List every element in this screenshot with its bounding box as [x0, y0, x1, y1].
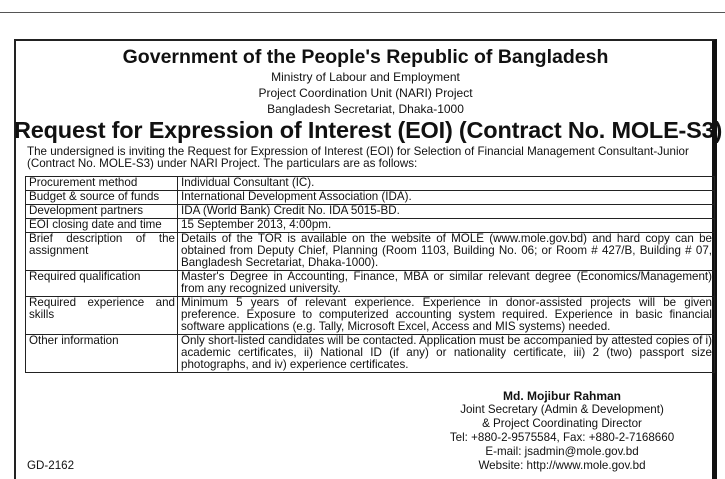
intro-line: The undersigned is inviting the Request for Expression of Interest (EOI) for Selection of Financial Management Consultant-Junior: [27, 145, 689, 158]
row-label: Required qualification: [26, 271, 178, 297]
intro-line: (Contract No. MOLE-S3) under NARI Project. The particulars are as follows:: [27, 157, 418, 170]
row-label: Other information: [26, 335, 178, 373]
address-line: Bangladesh Secretariat, Dhaka-1000: [267, 102, 464, 116]
government-heading: Government of the People's Republic of Bangladesh: [122, 46, 609, 68]
ministry-line: Ministry of Labour and Employment: [271, 70, 460, 84]
row-label: Procurement method: [26, 177, 178, 191]
table-row: [26, 271, 715, 297]
row-label: Brief description of the assignment: [26, 233, 178, 271]
row-value: Minimum 5 years of relevant experience. Experience in donor-assisted projects will be given preference. Exposure to computerized accounting system required. Experience in basic financial software applications (e.g. Tally, Microsoft Excel, Access and MIS systems) needed.: [178, 297, 715, 335]
reference-code: GD-2162: [27, 459, 75, 472]
row-value: Details of the TOR is available on the website of MOLE (www.mole.gov.bd) and hard copy can be obtained from Deputy Chief, Planning (Room 1103, Building No. 06; or Room # 427/B, Building # 07, Bangladesh Secretariat, Dhaka-1000).: [178, 233, 715, 271]
table-row: [26, 205, 715, 219]
row-label: Budget & source of funds: [26, 191, 178, 205]
row-value: IDA (World Bank) Credit No. IDA 5015-BD.: [178, 205, 715, 219]
row-label: EOI closing date and time: [26, 219, 178, 233]
table-row: [26, 233, 715, 271]
table-row: [26, 191, 715, 205]
table-row: [26, 335, 715, 373]
particulars-table: [25, 176, 715, 373]
row-value: 15 September 2013, 4:00pm.: [178, 219, 715, 233]
signatory-role: & Project Coordinating Director: [482, 417, 642, 430]
row-label: Development partners: [26, 205, 178, 219]
row-value: Only short-listed candidates will be contacted. Application must be accompanied by attested copies of i) academic certificates, ii) National ID (if any) or nationality certificate, iii) 2 (two) passport size photographs, and iv) experience certificates.: [178, 335, 715, 373]
row-label: Required experience and skills: [26, 297, 178, 335]
table-row: [26, 297, 715, 335]
top-page-rule: [0, 0, 725, 13]
signatory-phone: Tel: +880-2-9575584, Fax: +880-2-7168660: [449, 431, 675, 444]
signatory-name: Md. Mojibur Rahman: [503, 389, 621, 403]
notice-title: Request for Expression of Interest (EOI) (Contract No. MOLE-S3): [14, 117, 723, 143]
table-row: [26, 177, 715, 191]
intro-paragraph: [27, 146, 717, 170]
row-value: Master's Degree in Accounting, Finance, MBA or similar relevant degree (Economics/Management) from any recognized university.: [178, 271, 715, 297]
row-value: Individual Consultant (IC).: [178, 177, 715, 191]
signatory-title: Joint Secretary (Admin & Development): [460, 403, 664, 416]
unit-line: Project Coordination Unit (NARI) Project: [258, 86, 473, 100]
signatory-email: E-mail: jsadmin@mole.gov.bd: [485, 445, 639, 458]
signatory-website: Website: http://www.mole.gov.bd: [478, 459, 646, 472]
row-value: International Development Association (IDA).: [178, 191, 715, 205]
table-row: [26, 219, 715, 233]
